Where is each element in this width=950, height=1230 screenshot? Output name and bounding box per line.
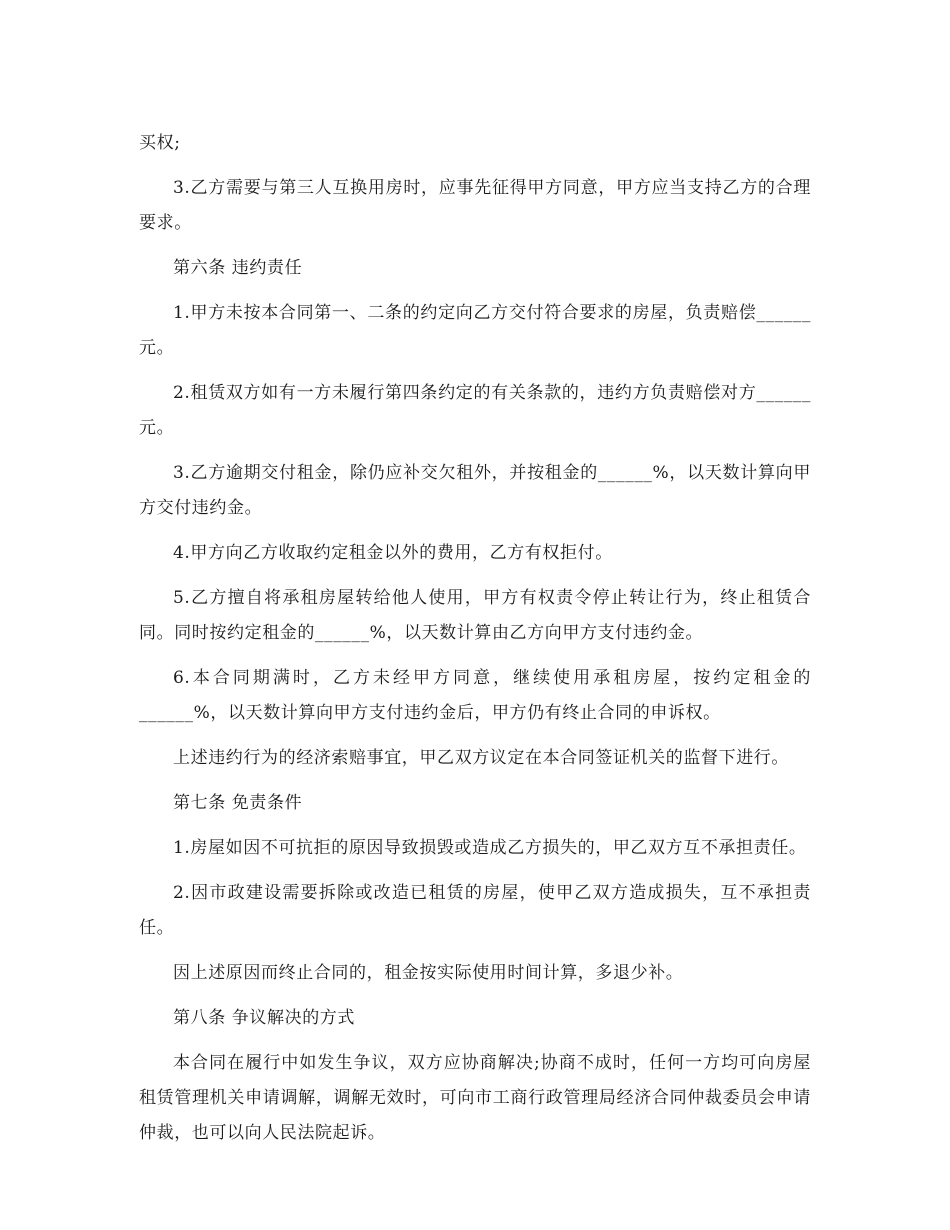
paragraph-9: 6.本合同期满时，乙方未经甲方同意，继续使用承租房屋，按约定租金的______%，以天数计算向甲方支付违约金后，甲方仍有终止合同的申诉权。	[139, 668, 811, 723]
paragraph-2: 3.乙方需要与第三人互换用房时，应事先征得甲方同意，甲方应当支持乙方的合理要求。	[139, 178, 811, 233]
paragraph-14: 因上述原因而终止合同的，租金按实际使用时间计算，多退少补。	[173, 963, 684, 983]
document-body	[139, 126, 811, 1161]
paragraph-1: 买权;	[139, 133, 181, 153]
section-heading-8: 第八条 争议解决的方式	[173, 1008, 356, 1028]
paragraph-4: 1.甲方未按本合同第一、二条的约定向乙方交付符合要求的房屋，负责赔偿______元。	[139, 303, 811, 358]
section-heading-7: 第七条 免责条件	[173, 793, 303, 813]
section-heading-6: 第六条 违约责任	[173, 258, 303, 278]
paragraph-8: 5.乙方擅自将承租房屋转给他人使用，甲方有权责令停止转让行为，终止租赁合同。同时按约定租金的______%，以天数计算由乙方向甲方支付违约金。	[139, 588, 811, 643]
paragraph-13: 2.因市政建设需要拆除或改造已租赁的房屋，使甲乙双方造成损失，互不承担责任。	[139, 883, 811, 938]
paragraph-7: 4.甲方向乙方收取约定租金以外的费用，乙方有权拒付。	[173, 543, 613, 563]
paragraph-12: 1.房屋如因不可抗拒的原因导致损毁或造成乙方损失的，甲乙双方互不承担责任。	[173, 838, 807, 858]
paragraph-6: 3.乙方逾期交付租金，除仍应补交欠租外，并按租金的______%，以天数计算向甲方交付违约金。	[139, 463, 811, 518]
paragraph-10: 上述违约行为的经济索赔事宜，甲乙双方议定在本合同签证机关的监督下进行。	[173, 748, 789, 768]
paragraph-16: 本合同在履行中如发生争议，双方应协商解决;协商不成时，任何一方均可向房屋租赁管理机关申请调解，调解无效时，可向市工商行政管理局经济合同仲裁委员会申请仲裁，也可以向人民法院起诉。	[139, 1053, 811, 1143]
paragraph-5: 2.租赁双方如有一方未履行第四条约定的有关条款的，违约方负责赔偿对方______元。	[139, 383, 811, 438]
